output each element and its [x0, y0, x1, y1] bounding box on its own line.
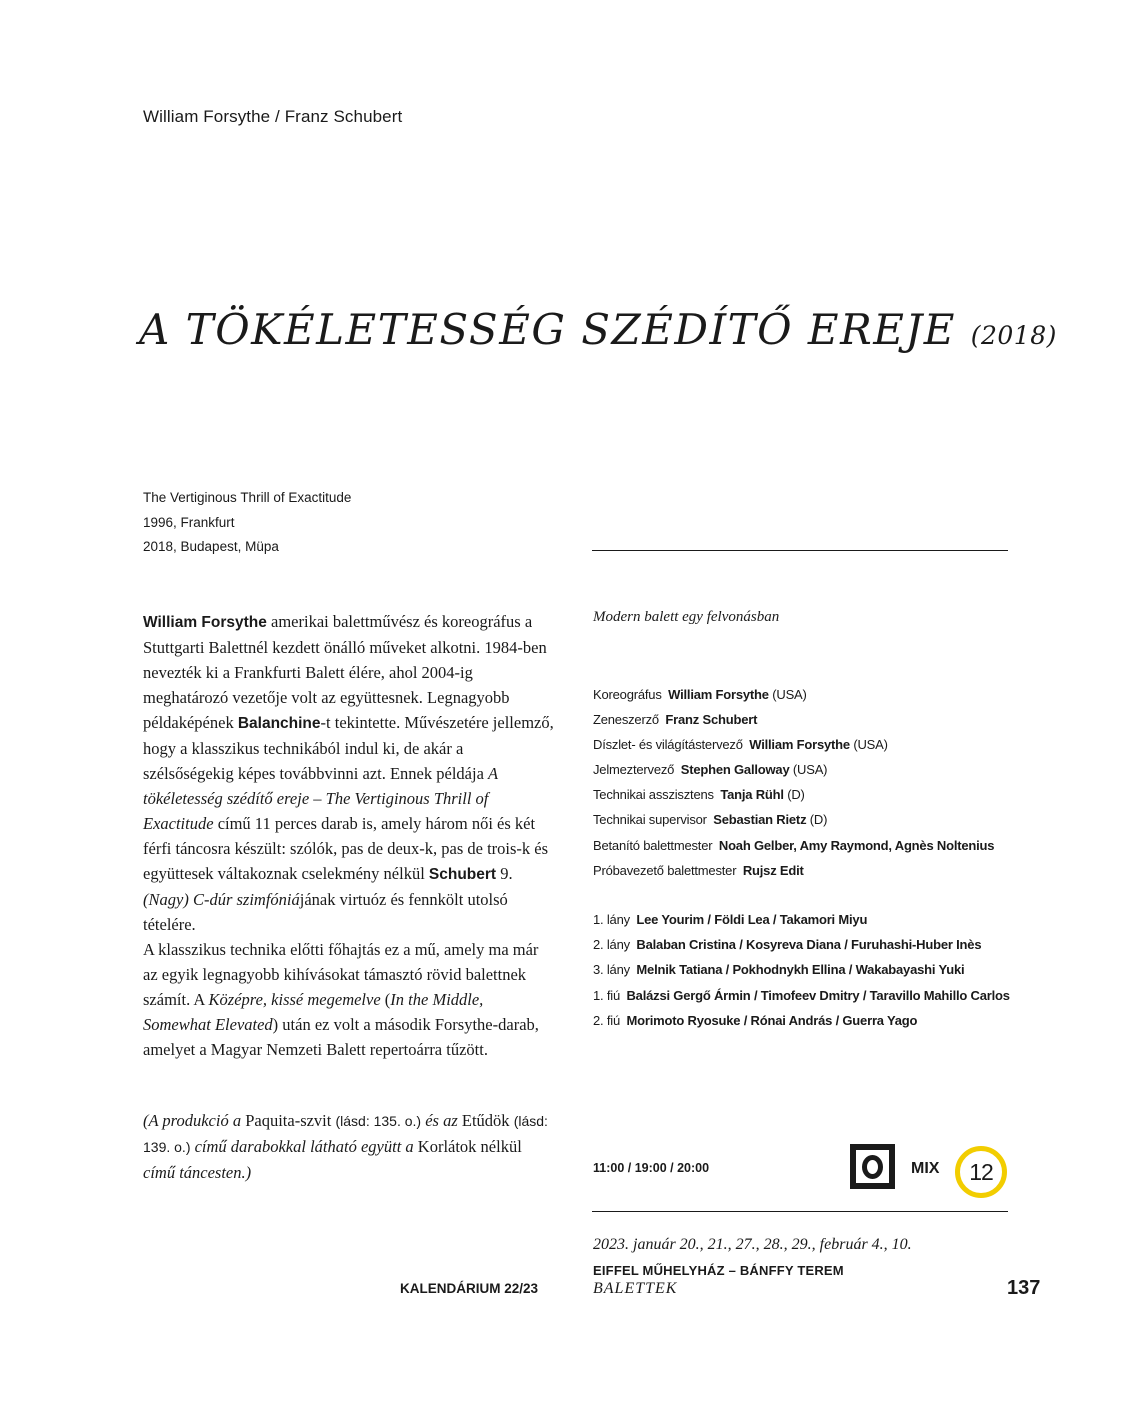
text-run: 9. [496, 864, 513, 883]
credit-row [593, 757, 994, 782]
name-highlight: Schubert [428, 866, 497, 883]
page-header-authors: William Forsythe / Franz Schubert [143, 107, 403, 126]
text-run: -t tekintette. Művészetére jellemző, hogy a klasszikus technikából indul ki, de akár a szélsőségekig képes továbbvinni azt. Ennek példája [143, 713, 554, 783]
description-paragraph-2 [143, 937, 555, 1062]
credit-row [593, 682, 994, 707]
cast-row [593, 907, 1010, 932]
page-number: 137 [1007, 1277, 1041, 1299]
original-title: The Vertiginous Thrill of Exactitude [143, 490, 352, 505]
cast-row [593, 932, 1010, 957]
credit-role: Próbavezető balettmester [593, 862, 737, 878]
credit-country: (D) [806, 812, 828, 828]
text-run: Paquita-szvit [245, 1111, 336, 1130]
divider-bottom [592, 1211, 1008, 1212]
performance-times: 11:00 / 19:00 / 20:00 [593, 1161, 710, 1175]
production-note [143, 1108, 555, 1185]
credit-row [593, 833, 994, 858]
cast-row [593, 1008, 1010, 1033]
italic-text: (A produkció a [143, 1111, 246, 1130]
credit-role: Technikai supervisor [593, 812, 707, 828]
text-run: című 11 perces darab is, amely három női és két férfi táncosra készült: szólók, pas de deux-k, pas de trois-k és együttesek váltakoznak cselekmény nélkül [143, 814, 549, 883]
footer-section: BALETTEK [593, 1280, 678, 1297]
cast-role: 2. lány [593, 937, 630, 953]
cast-names: Morimoto Ryosuke / Rónai András / Guerra Yago [626, 1012, 918, 1028]
performance-venue: EIFFEL MŰHELYHÁZ – BÁNFFY TEREM [593, 1263, 844, 1278]
cast-names: Melnik Tatiana / Pokhodnykh Ellina / Wakabayashi Yuki [636, 962, 965, 978]
credit-role: Díszlet- és világítástervező [593, 737, 743, 753]
credit-country: (USA) [849, 737, 888, 753]
name-highlight: Balanchine [237, 715, 321, 732]
cast-role: 2. fiú [593, 1012, 620, 1028]
italic-text: In the Middle, Somewhat Elevated [143, 990, 484, 1034]
premiere-original: 1996, Frankfurt [143, 514, 235, 530]
credit-row [593, 732, 994, 757]
series-logo-icon [850, 1144, 895, 1189]
credit-name: Sebastian Rietz [713, 812, 807, 828]
credit-row [593, 858, 994, 883]
cast-names: Balázsi Gergő Ármin / Timofeev Dmitry / Taravillo Mahillo Carlos [626, 987, 1010, 1003]
cast-names: Balaban Cristina / Kosyreva Diana / Furuhashi-Huber Inès [636, 937, 982, 953]
credit-name: Franz Schubert [665, 712, 758, 728]
credit-country: (USA) [789, 762, 828, 778]
series-label: MIX [911, 1160, 940, 1177]
cast-role: 1. lány [593, 912, 630, 927]
credit-row [593, 782, 994, 807]
credits-list [593, 682, 994, 883]
italic-text: című darabokkal látható együtt a [190, 1137, 418, 1156]
credit-role: Betanító balettmester [593, 837, 713, 853]
credit-name: William Forsythe [668, 687, 769, 702]
text-run: jának virtuóz és fennkölt utolsó tételére. [143, 890, 508, 934]
production-info [143, 486, 351, 560]
italic-text: (Nagy) C-dúr szimfóniá [143, 890, 300, 909]
text-run: A klasszikus technika előtti főhajtás ez a mű, amely ma már az egyik legnagyobb kihívásokat támasztó rövid balettnek számít. A [143, 940, 539, 1009]
credit-row [593, 707, 994, 732]
text-run: ) után ez volt a második Forsythe-darab, amelyet a Magyar Nemzeti Balett repertoárra tűzött. [143, 1015, 539, 1059]
italic-text: Középre, kissé megemelve [208, 990, 381, 1009]
credit-name: Rujsz Edit [742, 862, 804, 878]
footer-publication: KALENDÁRIUM 22/23 [400, 1281, 539, 1296]
cast-role: 3. lány [593, 962, 630, 978]
cast-row [593, 957, 1010, 982]
cast-names: Lee Yourim / Földi Lea / Takamori Miyu [636, 912, 868, 927]
credit-role: Jelmeztervező [593, 762, 675, 778]
divider-top [592, 550, 1008, 551]
text-run: Korlátok nélkül [417, 1137, 522, 1156]
name-highlight: William Forsythe [143, 614, 267, 631]
title-main: A TÖKÉLETESSÉG SZÉDÍTŐ EREJE [139, 305, 956, 354]
text-run: amerikai balettművész és koreográfus a Stuttgarti Balettnél kezdett önálló műveket alkotni. 1984-ben nevezték ki a Frankfurti Balett élére, ahol 2004-ig meghatározó vezetője volt az együttesnek. Legnagyobb példaképének [143, 612, 547, 732]
credit-country: (D) [783, 787, 805, 803]
italic-text: A tökéletesség szédítő ereje – The Vertiginous Thrill of Exactitude [143, 764, 498, 833]
page-title [139, 305, 1057, 354]
text-run: (lásd: 139. o.) [143, 1113, 548, 1155]
text-run: (lásd: 135. o.) [335, 1113, 422, 1129]
age-rating-badge: 12 [955, 1146, 1007, 1198]
premiere-budapest: 2018, Budapest, Müpa [143, 539, 279, 554]
description-text [143, 609, 555, 1062]
credit-row [593, 807, 994, 832]
cast-role: 1. fiú [593, 987, 620, 1003]
genre-label: Modern balett egy felvonásban [593, 609, 780, 625]
text-run: Etűdök [461, 1111, 514, 1130]
credit-name: William Forsythe [749, 737, 850, 753]
description-paragraph-1 [143, 609, 555, 937]
credit-role: Koreográfus [593, 687, 662, 702]
credit-country: (USA) [768, 687, 807, 702]
italic-text: és az [421, 1111, 462, 1130]
credit-role: Technikai asszisztens [593, 787, 714, 803]
cast-row [593, 983, 1010, 1008]
text-run: ( [380, 990, 391, 1009]
credit-role: Zeneszerző [593, 712, 659, 728]
italic-text: című táncesten.) [143, 1163, 252, 1182]
credit-name: Noah Gelber, Amy Raymond, Agnès Noltenius [718, 837, 995, 853]
performance-dates: 2023. január 20., 21., 27., 28., 29., február 4., 10. [593, 1236, 912, 1253]
credit-name: Tanja Rühl [720, 787, 784, 803]
cast-list [593, 907, 1010, 1033]
credit-name: Stephen Galloway [680, 762, 790, 778]
title-year: (2018) [970, 321, 1057, 350]
